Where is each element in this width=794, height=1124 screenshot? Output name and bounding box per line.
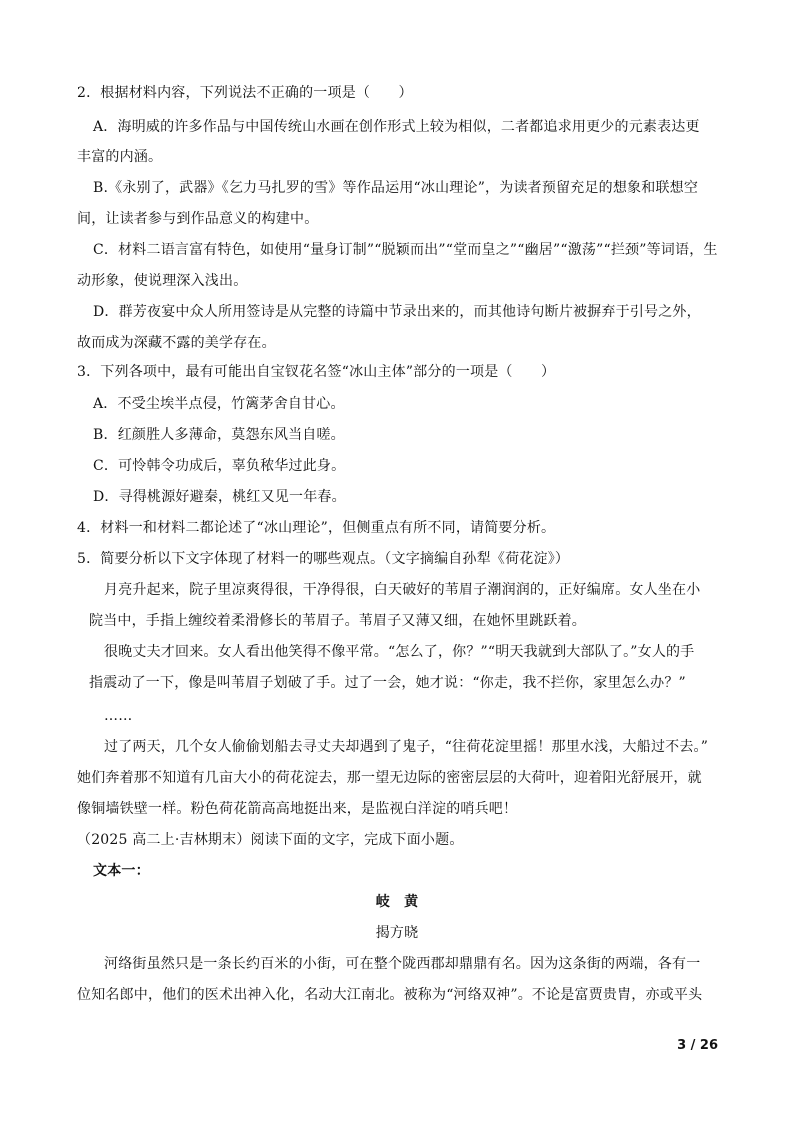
question-2-option-a-line2: 丰富的内涵。 (77, 149, 163, 165)
excerpt-paragraph-3-line3: 像铜墙铁壁一样。粉色荷花箭高高地挺出来，是监视白洋淀的哨兵吧！ (77, 801, 518, 817)
excerpt-paragraph-1-line2: 院当中，手指上缠绞着柔滑修长的苇眉子。苇眉子又薄又细，在她怀里跳跃着。 (89, 613, 586, 629)
question-2-option-c-line1: C．材料二语言富有特色，如使用“量身订制”“脱颖而出”“堂而皇之”“幽居”“激荡”“拦颈”等词语，生 (93, 242, 718, 258)
story-author: 揭方晓 (375, 925, 419, 941)
excerpt-paragraph-3-line1: 过了两天，几个女人偷偷划船去寻丈夫却遇到了鬼子，“往荷花淀里摇！那里水浅，大船过不去。” (104, 739, 709, 755)
question-5-stem: 5．简要分析以下文字体现了材料一的哪些观点。（文字摘编自孙犁《荷花淀》） (77, 551, 570, 567)
excerpt-paragraph-3-line2: 她们奔着那不知道有几亩大小的荷花淀去，那一望无边际的密密层层的大荷叶，迎着阳光舒展开，就 (77, 770, 702, 786)
question-2-option-c-line2: 动形象，使说理深入浅出。 (77, 273, 248, 289)
question-2-option-d-line1: D．群芳夜宴中众人所用签诗是从完整的诗篇中节录出来的，而其他诗句断片被摒弃于引号之外， (93, 304, 701, 320)
question-2-option-d-line2: 故而成为深藏不露的美学存在。 (77, 335, 276, 351)
story-body-line2: 位知名郎中，他们的医术出神入化，名动大江南北。被称为“河络双神”。不论是富贾贵胄，亦或平头 (77, 987, 703, 1003)
section-intro: （2025 高二上·吉林期末）阅读下面的文字，完成下面小题。 (77, 832, 464, 848)
excerpt-paragraph-2-line2: 指震动了一下，像是叫苇眉子划破了手。过了一会，她才说：“你走，我不拦你，家里怎么办？” (89, 675, 686, 691)
text-one-label: 文本一： (93, 863, 150, 879)
question-2-option-b-line2: 间，让读者参与到作品意义的构建中。 (77, 211, 319, 227)
excerpt-paragraph-1-line1: 月亮升起来，院子里凉爽得很，干净得很，白天破好的苇眉子潮润润的，正好编席。女人坐在小 (104, 582, 701, 598)
excerpt-paragraph-2-line1: 很晚丈夫才回来。女人看出他笑得不像平常。“怎么了，你？”“明天我就到大部队了。”女人的手 (104, 644, 695, 660)
question-2-option-a-line1: A．海明威的许多作品与中国传统山水画在创作形式上较为相似，二者都追求用更少的元素表达更 (93, 119, 700, 135)
question-4-stem: 4．材料一和材料二都论述了“冰山理论”，但侧重点有所不同，请简要分析。 (77, 520, 556, 536)
question-3-option-b: B．红颜胜人多薄命，莫怨东风当自嗟。 (93, 427, 345, 443)
story-title: 岐 黄 (375, 894, 419, 910)
question-3-option-c: C．可怜韩令功成后，辜负秾华过此身。 (93, 458, 346, 474)
question-2-stem: 2．根据材料内容，下列说法不正确的一项是（ ） (77, 85, 413, 101)
story-body-line1: 河络街虽然只是一条长约百米的小街，可在整个陇西郡却鼎鼎有名。因为这条街的两端，各有一 (104, 956, 701, 972)
page-number: 3 / 26 (677, 1038, 718, 1053)
excerpt-ellipsis: …… (104, 708, 133, 724)
question-3-option-d: D．寻得桃源好避秦，桃红又见一年春。 (93, 489, 346, 505)
question-3-option-a: A．不受尘埃半点侵，竹篱茅舍自甘心。 (93, 396, 345, 412)
question-3-stem: 3．下列各项中，最有可能出自宝钗花名签“冰山主体”部分的一项是（ ） (77, 364, 556, 380)
question-2-option-b-line1: B.《永别了，武器》《乞力马扎罗的雪》等作品运用“冰山理论”，为读者预留充足的想象和联想空 (93, 180, 699, 196)
